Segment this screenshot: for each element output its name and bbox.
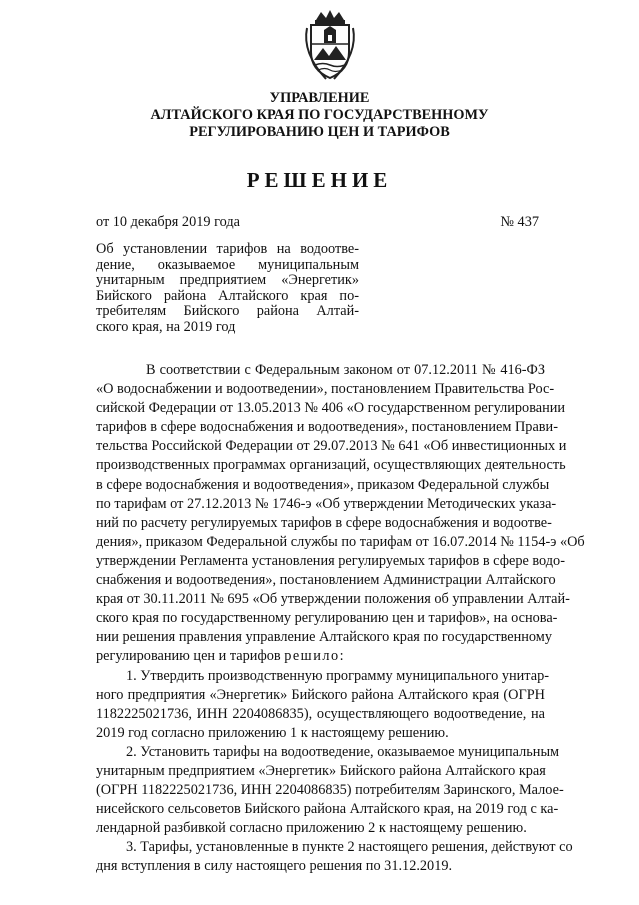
- subject-line: требителям Бийского района Алтай-: [96, 303, 359, 319]
- body-line: нисейского сельсоветов Бийского района Алтайского края, на 2019 год с ка-: [96, 801, 559, 818]
- subject-line: Об установлении тарифов на водоотве-: [96, 241, 359, 257]
- body-line: унитарным предприятием «Энергетик» Бийского района Алтайского края: [96, 762, 546, 779]
- body-line: В соответствии с Федеральным законом от 07.12.2011 № 416-ФЗ: [146, 362, 545, 378]
- body-line: ского края по государственному регулированию цен и тарифов», на основа-: [96, 610, 558, 627]
- coat-of-arms-emblem: [299, 8, 361, 82]
- body-line: края от 30.11.2011 № 695 «Об утверждении положения об управлении Алтай-: [96, 591, 570, 608]
- organization-name: [0, 90, 639, 141]
- document-body: [96, 361, 585, 877]
- body-line: утверждении Регламента установления регулируемых тарифов в сфере водо-: [96, 552, 565, 569]
- body-line-final: регулированию цен и тарифов решило:: [96, 648, 344, 665]
- item-2-paragraph: [96, 743, 564, 838]
- decided-word: решило: [284, 648, 340, 665]
- body-line: тельства Российской Федерации от 29.07.2013 № 641 «Об инвестиционных и: [96, 438, 567, 455]
- body-line: (ОГРН 1182225021736, ИНН 2204086835) потребителям Заринского, Малое-: [96, 782, 564, 799]
- body-line: 2. Установить тарифы на водоотведение, оказываемое муниципальным: [126, 743, 560, 760]
- preamble-last-text: регулированию цен и тарифов: [96, 648, 281, 665]
- org-line-2: АЛТАЙСКОГО КРАЯ ПО ГОСУДАРСТВЕННОМУ: [150, 107, 489, 123]
- body-line: лендарной разбивкой согласно приложению 2 к настоящему решению.: [96, 820, 527, 837]
- body-line: дения», приказом Федеральной службы по тарифам от 16.07.2014 № 1154-э «Об: [96, 533, 585, 550]
- body-line: снабжения и водоотведения», постановлением Администрации Алтайского: [96, 572, 556, 589]
- body-line: дня вступления в силу настоящего решения по 31.12.2019.: [96, 858, 453, 875]
- body-line: ного предприятия «Энергетик» Бийского района Алтайского края (ОГРН: [96, 686, 545, 703]
- body-line: нии решения правления управление Алтайского края по государственному: [96, 629, 552, 646]
- body-line: 1182225021736, ИНН 2204086835), осуществляющего водоотведение, на: [96, 705, 545, 722]
- body-line: 1. Утвердить производственную программу муниципального унитар-: [126, 667, 549, 684]
- subject-line: дение, оказываемое муниципальным: [96, 256, 359, 273]
- subject-line: унитарным предприятием «Энергетик»: [96, 272, 359, 288]
- document-subject: [96, 242, 359, 335]
- org-line-3: РЕГУЛИРОВАНИЮ ЦЕН И ТАРИФОВ: [189, 124, 450, 140]
- item-3-paragraph: [96, 838, 573, 876]
- body-line: 2019 год согласно приложению 1 к настоящему решению.: [96, 724, 449, 741]
- preamble-paragraph: [96, 361, 585, 667]
- document-number: № 437: [500, 214, 539, 230]
- document-type-title: РЕШЕНИЕ: [246, 168, 393, 192]
- body-line: тарифов в сфере водоснабжения и водоотведения», постановлением Прави-: [96, 419, 558, 436]
- body-line: ний по расчету регулируемых тарифов в сфере водоснабжения и водоотве-: [96, 514, 552, 531]
- body-line: в сфере водоснабжения и водоотведения», приказом Федеральной службы: [96, 476, 550, 493]
- document-date: от 10 декабря 2019 года: [96, 214, 240, 230]
- body-line: 3. Тарифы, установленные в пункте 2 настоящего решения, действуют со: [126, 839, 573, 856]
- subject-line: ского края, на 2019 год: [96, 318, 236, 335]
- body-line: «О водоснабжении и водоотведении», постановлением Правительства Рос-: [96, 381, 555, 398]
- body-line: сийской Федерации от 13.05.2013 № 406 «О государственном регулировании: [96, 400, 566, 417]
- item-1-paragraph: [96, 667, 549, 743]
- org-line-1: УПРАВЛЕНИЕ: [269, 90, 370, 106]
- body-line: производственных программах организаций, осуществляющих деятельность: [96, 457, 566, 474]
- body-line: по тарифам от 27.12.2013 № 1746-э «Об утверждении Методических указа-: [96, 495, 557, 512]
- subject-line: Бийского района Алтайского края по-: [96, 287, 359, 304]
